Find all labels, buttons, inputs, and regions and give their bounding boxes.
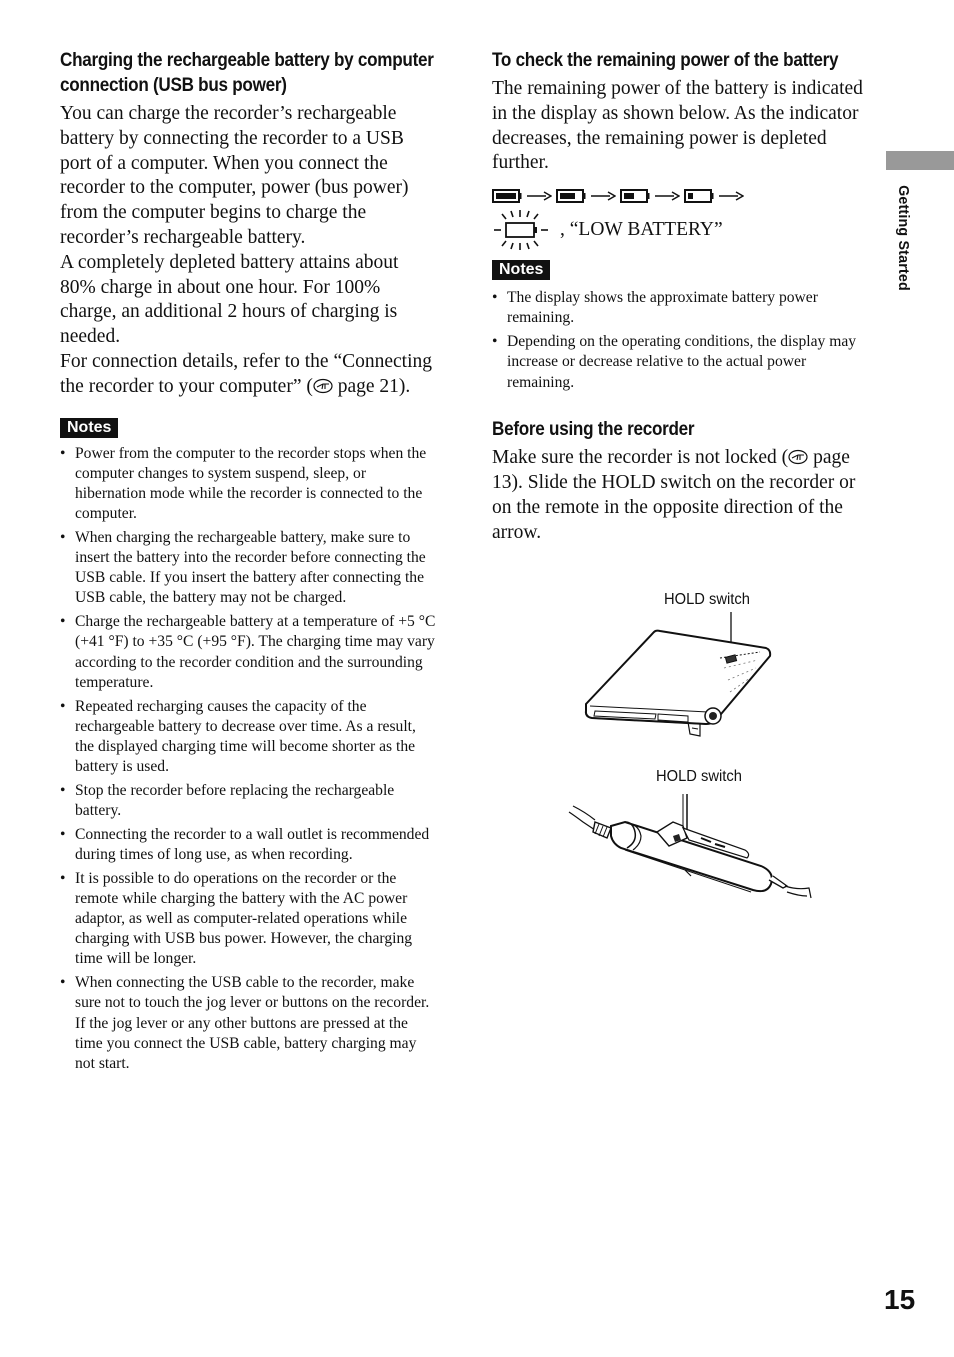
remote-illustration [565, 792, 815, 902]
section-tab-marker [886, 151, 954, 170]
hold-switch-label-recorder: HOLD switch [664, 591, 750, 608]
paragraph-charge-time: A completely depleted battery attains about 80% charge in about one hour. For 100% charge, an additional 2 hours of charging is needed. [60, 251, 399, 348]
notes-list-right [492, 288, 874, 393]
right-arrow-icon [718, 191, 744, 201]
section-heading-before-using: Before using the recorder [492, 419, 695, 441]
connection-details-text: For connection details, refer to the “Connecting the recorder to your computer” ( [60, 350, 433, 397]
right-arrow-icon [526, 191, 552, 201]
list-item: • Depending on the operating conditions, the display may increase or decrease relative to the actual power remaining. [492, 332, 874, 393]
pointing-hand-icon [788, 449, 808, 465]
notes-badge-left: Notes [60, 418, 118, 438]
section-heading-usb-charging: Charging the rechargeable battery by computer connection (USB bus power) [60, 50, 434, 96]
battery-level-sequence [492, 184, 874, 208]
section-label-getting-started: Getting Started [895, 185, 912, 291]
page-number: 15 [884, 1284, 916, 1315]
paragraph-hold-switch [492, 446, 874, 545]
recorder-illustration [580, 608, 780, 742]
list-item: • Stop the recorder before replacing the rechargeable battery. [60, 781, 438, 821]
notes-badge-right: Notes [492, 260, 550, 280]
right-arrow-icon [590, 191, 616, 201]
battery-icon [620, 189, 650, 203]
list-item: • The display shows the approximate battery power remaining. [492, 288, 874, 328]
battery-icon [684, 189, 714, 203]
low-battery-text: , “LOW BATTERY” [560, 219, 723, 241]
hold-switch-text: Make sure the recorder is not locked ( [492, 447, 789, 469]
notes-list-left [60, 444, 438, 1075]
right-column [492, 48, 874, 545]
right-arrow-icon [654, 191, 680, 201]
paragraph-remaining-power: The remaining power of the battery is indicated in the display as shown below. As the indicator decreases, the remaining power is depleted further. [492, 78, 863, 174]
list-item: • When connecting the USB cable to the recorder, make sure not to touch the jog lever or buttons on the recorder. If the jog lever or any other buttons are pressed at the time you connect the USB cable, battery charging may not start. [60, 973, 438, 1074]
list-item: • Repeated recharging causes the capacity of the rechargeable battery to decrease over time. As a result, the displayed charging time will become shorter as the battery is used. [60, 697, 438, 778]
section-heading-remaining-power: To check the remaining power of the battery [492, 50, 839, 71]
connection-details-page-ref: page 21). [332, 375, 411, 397]
list-item: • When charging the rechargeable battery, make sure to insert the battery into the recorder before connecting the USB cable. If you insert the battery after connecting the USB cable, the battery may not be charged. [60, 528, 438, 609]
pointing-hand-icon [313, 378, 333, 394]
hold-switch-label-remote: HOLD switch [656, 768, 742, 785]
list-item: • Connecting the recorder to a wall outlet is recommended during times of long use, as when recording. [60, 825, 438, 865]
list-item: • Power from the computer to the recorder stops when the computer changes to system suspend, sleep, or hibernation mode while the recorder is connected to the computer. [60, 444, 438, 525]
hold-switch-text-continued: page 13). Slide the HOLD switch on the recorder or on the remote in the opposite direction of the arrow. [492, 447, 856, 543]
list-item: • Charge the rechargeable battery at a temperature of +5 °C (+41 °F) to +35 °C (+95 °F). The charging time may vary according to the recorder condition and the surrounding temperature. [60, 612, 438, 693]
low-battery-indicator [492, 208, 874, 252]
battery-icon [492, 189, 522, 203]
paragraph-usb-charging-intro: You can charge the recorder’s rechargeable battery by connecting the recorder to a USB port of a computer. When you connect the recorder to the computer, power (bus power) from the computer begins to charge the recorder’s rechargeable battery. [60, 103, 409, 248]
left-column [60, 48, 438, 1078]
paragraph-connection-details [60, 350, 438, 400]
battery-icon [556, 189, 586, 203]
blinking-battery-icon [492, 208, 552, 252]
list-item: • It is possible to do operations on the recorder or the remote while charging the battery with the AC power adaptor, as well as computer-related operations while charging with USB bus power. However, the charging time will be longer. [60, 869, 438, 970]
